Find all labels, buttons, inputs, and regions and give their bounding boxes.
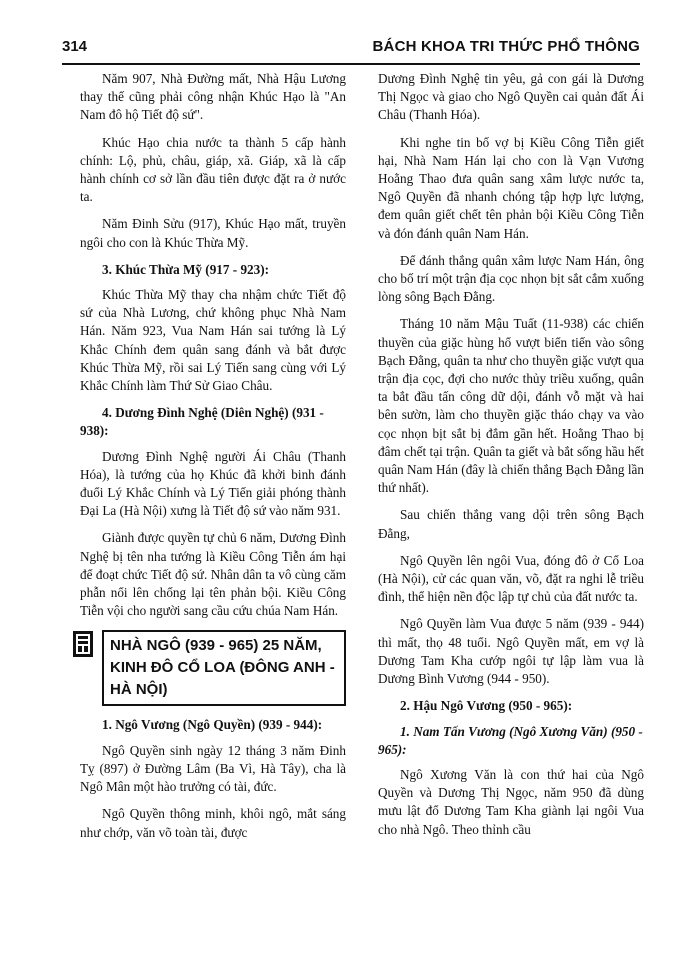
paragraph: Dương Đình Nghệ tin yêu, gả con gái là Dương Thị Ngọc và giao cho Ngô Quyền cai quản đất Ái Châu (Thanh Hóa).: [378, 71, 644, 123]
paragraph: Sau chiến thắng vang dội trên sông Bạch Đằng,: [378, 507, 644, 541]
chapter-title: NHÀ NGÔ (939 - 965) 25 NĂM, KINH ĐÔ CỔ LOA (ĐÔNG ANH - HÀ NỘI): [102, 630, 346, 706]
section-heading: 4. Dương Đình Nghệ (Diên Nghệ) (931 - 938):: [80, 405, 324, 439]
paragraph: Ngô Quyền sinh ngày 12 tháng 3 năm Đinh Tỵ (897) ở Đường Lâm (Ba Vì, Hà Tây), cha là Ngô Mân một hào trưởng có tài, đức.: [80, 742, 346, 795]
header-rule: [62, 63, 640, 65]
chapter-heading: [80, 630, 346, 706]
page-number: 314: [62, 38, 88, 55]
paragraph: Giành được quyền tự chủ 6 năm, Dương Đình Nghệ bị tên nha tướng là Kiều Công Tiễn ám hại để đoạt chức Tiết độ sứ. Nhân dân ta vô cùng căm phẫn nổi lên chống lại tên phản bội. Kiều Công Tiễn vội cho người sang cầu cứu chúa Nam Hán.: [80, 530, 346, 619]
paragraph: Khúc Hạo chia nước ta thành 5 cấp hành chính: Lộ, phủ, châu, giáp, xã. Giáp, xã là cấp hành chính cơ sở lần đầu tiên được đặt ra ở nước ta.: [80, 134, 346, 205]
left-column: [80, 70, 346, 851]
right-column: [378, 70, 644, 848]
paragraph: Tháng 10 năm Mậu Tuất (11-938) các chiến thuyền của giặc hùng hổ vượt biển tiến vào sông Bạch Đằng, quân ta như cho thuyền giặc vượt qua trận địa cọc, đợi cho nước thủy triều xuống, quân ta bắt đầu tấn công dữ dội, đánh vỗ mặt và hai bên sườn, làm cho thuyền giặc tháo chạy va vào cọc nhọn bịt sắt bị đắm gần hết. Hoằng Thao bị đâm chết tại trận. Quân ta giết và bắt sống hầu hết quân Nam Hán (đây là chiến thắng Bạch Đằng lần thứ nhất).: [378, 316, 644, 496]
paragraph: Ngô Quyền thông minh, khôi ngô, mắt sáng như chớp, văn võ toàn tài, được: [80, 806, 346, 840]
ornament-icon: [72, 630, 94, 686]
paragraph: Khi nghe tin bố vợ bị Kiều Công Tiễn giết hại, Nhà Nam Hán lại cho con là Vạn Vương Hoằng Thao đưa quân sang xâm lược nước ta, Ngô Quyền đã nhanh chóng tập hợp lực lượng, đem quân giết chết tên phản bội Kiều Công Tiễn và đón đánh quân Nam Hán.: [378, 134, 644, 241]
paragraph: Ngô Quyền làm Vua được 5 năm (939 - 944) thì mất, thọ 48 tuổi. Ngô Quyền mất, em vợ là Dương Tam Kha cướp ngôi tự lập làm vua là Dương Bình Vương (944 - 950).: [378, 616, 644, 687]
running-header: [62, 38, 640, 64]
paragraph: Để đánh thắng quân xâm lược Nam Hán, ông cho bố trí một trận địa cọc nhọn bịt sắt cắm xuống lòng sông Bạch Đằng.: [378, 252, 644, 305]
paragraph: Ngô Quyền lên ngôi Vua, đóng đô ở Cổ Loa (Hà Nội), cử các quan văn, võ, đặt ra nghi lễ triều đình, thể hiện nền độc lập tự chủ của đất nước ta.: [378, 552, 644, 605]
book-title: BÁCH KHOA TRI THỨC PHỔ THÔNG: [372, 38, 640, 55]
paragraph: Ngô Xương Văn là con thứ hai của Ngô Quyền và Dương Thị Ngọc, năm 950 đã dùng mưu lật đổ Dương Tam Kha giành lại ngôi Vua cho nhà Ngô. Theo thỉnh cầu: [378, 766, 644, 837]
section-heading: 3. Khúc Thừa Mỹ (917 - 923):: [102, 261, 270, 277]
subsection-heading: 1. Nam Tấn Vương (Ngô Xương Văn) (950 - 965):: [378, 723, 643, 757]
paragraph: Năm Đinh Sửu (917), Khúc Hạo mất, truyền ngôi cho con là Khúc Thừa Mỹ.: [80, 216, 346, 250]
paragraph: Năm 907, Nhà Đường mất, Nhà Hậu Lương thay thế cũng phải công nhận Khúc Hạo là "An Nam đô hộ Tiết độ sứ".: [80, 71, 346, 123]
section-heading: 1. Ngô Vương (Ngô Quyền) (939 - 944):: [102, 717, 323, 733]
paragraph: Dương Đình Nghệ người Ái Châu (Thanh Hóa), là tướng của họ Khúc đã khởi binh đánh đuổi Lý Khắc Chính và Lý Tiến giải phóng thành Đại La (Hà Nội) xưng là Tiết độ sứ vào năm 931.: [80, 448, 346, 519]
section-heading: 2. Hậu Ngô Vương (950 - 965):: [400, 698, 573, 714]
paragraph: Khúc Thừa Mỹ thay cha nhậm chức Tiết độ sứ của Nhà Lương, chứ không phục Nhà Nam Hán. Năm 923, Vua Nam Hán sai tướng là Lý Khắc Chính đem quân sang đánh và bắt được Khúc Thừa Mỹ, rồi sai Lý Tiến sang cùng với Lý Khắc Chính làm Thứ Sử Giao Châu.: [80, 287, 346, 394]
